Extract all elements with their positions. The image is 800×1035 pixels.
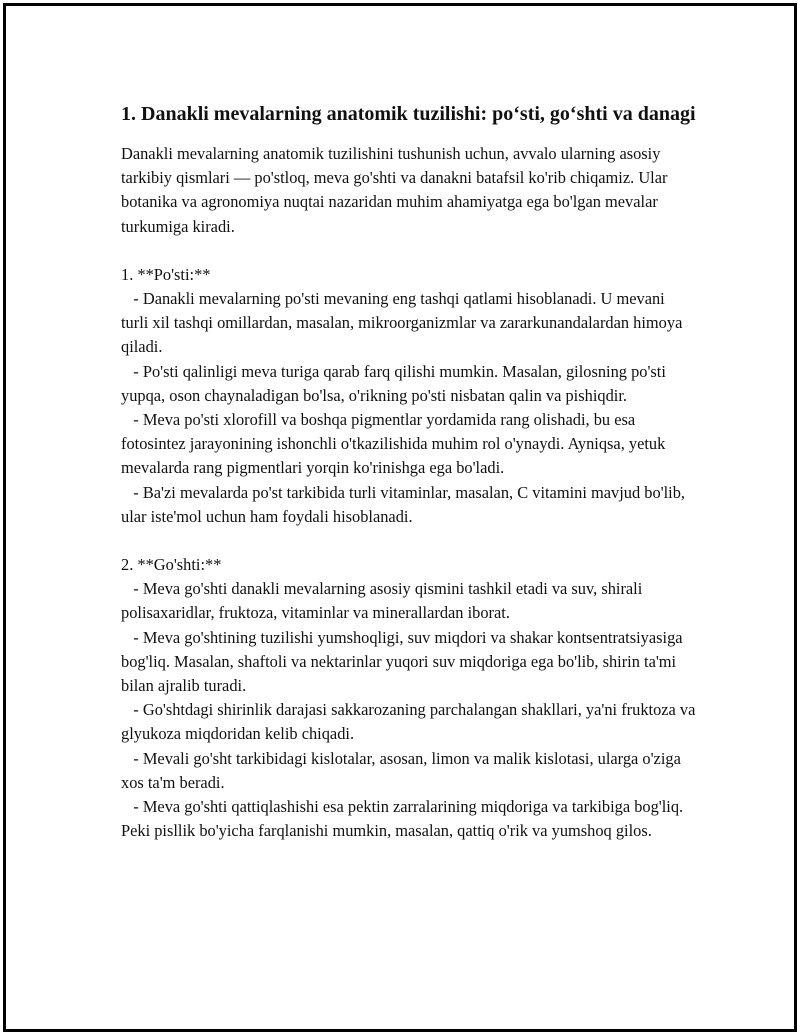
list-item: - Ba'zi mevalarda po'st tarkibida turli vitaminlar, masalan, C vitamini mavjud bo'lib, ular iste'mol uchun ham foydali hisoblanadi. <box>121 482 690 526</box>
list-item: - Mevali go'sht tarkibidagi kislotalar, asosan, limon va malik kislotasi, ularga o'ziga xos ta'm beradi. <box>121 748 685 792</box>
document-heading: 1. Danakli mevalarning anatomik tuzilishi: po‘sti, go‘shti va danagi <box>121 103 696 125</box>
spacer <box>121 529 696 553</box>
section-title-goshti: 2. **Go'shti:** <box>121 555 222 575</box>
document-body <box>121 100 700 843</box>
list-item: - Meva go'shtining tuzilishi yumshoqligi, suv miqdori va shakar kontsentratsiyasiga bog'liq. Masalan, shaftoli va nektarinlar yuqori suv miqdoriga ega bo'lib, shirin ta'mi bilan ajralib turadi. <box>121 627 687 696</box>
section-title-posti: 1. **Po'sti:** <box>121 264 211 284</box>
list-item: - Meva go'shti qattiqlashishi esa pektin zarralarining miqdoriga va tarkibiga bog'liq. Peki pisllik bo'yicha farqlanishi mumkin, masalan, qattiq o'rik va yumshoq gilos. <box>121 797 688 841</box>
list-item: - Meva go'shti danakli mevalarning asosiy qismini tashkil etadi va suv, shirali polisaxaridlar, fruktoza, vitaminlar va minerallardan iborat. <box>121 579 647 623</box>
intro-paragraph: Danakli mevalarning anatomik tuzilishini tushunish uchun, avvalo ularning asosiy tarkibiy qismlari — po'stloq, meva go'shti va danakni batafsil ko'rib chiqamiz. Ular botanika va agronomiya nuqtai nazaridan muhim ahamiyatga ega bo'lgan mevalar turkumiga kiradi. <box>121 144 672 236</box>
list-item: - Po'sti qalinligi meva turiga qarab farq qilishi mumkin. Masalan, gilosning po'sti yupqa, oson chaynaladigan bo'lsa, o'rikning po'sti nisbatan qalin va pishiqdir. <box>121 361 671 405</box>
list-item: - Danakli mevalarning po'sti mevaning eng tashqi qatlami hisoblanadi. U mevani turli xil tashqi omillardan, masalan, mikroorganizmlar va zararkunandalardan himoya qiladi. <box>121 289 687 357</box>
list-item: - Meva po'sti xlorofill va boshqa pigmentlar yordamida rang olishadi, bu esa fotosintez jarayonining ishonchli o'tkazilishida muhim rol o'ynaydi. Ayniqsa, yetuk mevalarda rang pigmentlari yorqin ko'rinishga ega bo'ladi. <box>121 410 670 478</box>
page-frame <box>3 3 797 1032</box>
spacer <box>121 239 696 263</box>
list-item: - Go'shtdagi shirinlik darajasi sakkarozaning parchalangan shakllari, ya'ni fruktoza va glyukoza miqdoridan kelib chiqadi. <box>121 700 700 744</box>
